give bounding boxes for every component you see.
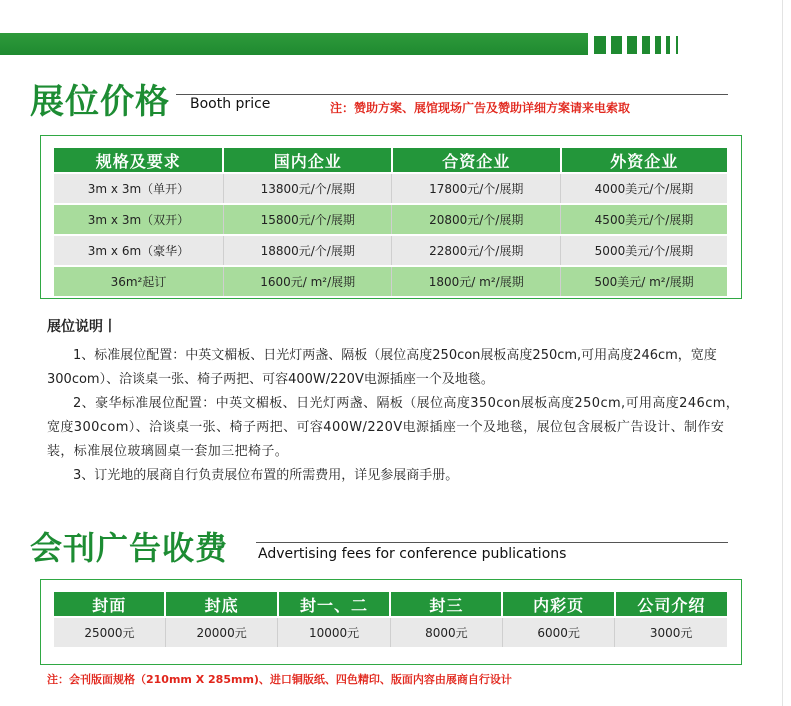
advert-section-title-en: Advertising fees for conference publications <box>258 546 567 562</box>
table-cell: 8000元 <box>390 617 502 647</box>
table-cell: 20000元 <box>165 617 277 647</box>
table-cell: 20800元/个/展期 <box>392 204 561 235</box>
booth-header-cell: 国内企业 <box>223 148 392 173</box>
advert-header-cell: 封底 <box>165 592 277 617</box>
table-cell: 4000美元/个/展期 <box>561 173 728 204</box>
advert-header-cell: 封一、二 <box>278 592 390 617</box>
table-cell: 3m x 3m（双开） <box>54 204 223 235</box>
booth-header-cell: 外资企业 <box>561 148 728 173</box>
advert-header-cell: 公司介绍 <box>615 592 727 617</box>
description-heading: 展位说明丨 <box>47 319 117 335</box>
table-cell: 18800元/个/展期 <box>223 235 392 266</box>
table-cell: 1600元/ m²/展期 <box>223 266 392 296</box>
description-item-1: 1、标准展位配置：中英文楣板、日光灯两盏、隔板（展位高度250con展板高度250cm,可用高度246cm，宽度300com）、洽谈桌一张、椅子两把、可容400W/220V电源插座一个及地毯。 <box>47 348 717 387</box>
table-cell: 15800元/个/展期 <box>223 204 392 235</box>
table-row <box>54 204 727 235</box>
table-cell: 3000元 <box>615 617 727 647</box>
booth-title-rule <box>176 94 728 95</box>
booth-table-header <box>54 148 727 173</box>
advert-table-header <box>54 592 727 617</box>
table-cell: 10000元 <box>278 617 390 647</box>
table-cell: 6000元 <box>502 617 614 647</box>
table-cell: 3m x 3m（单开） <box>54 173 223 204</box>
table-cell: 500美元/ m²/展期 <box>561 266 728 296</box>
booth-header-cell: 规格及要求 <box>54 148 223 173</box>
table-cell: 1800元/ m²/展期 <box>392 266 561 296</box>
right-edge-rule <box>782 0 783 706</box>
table-cell: 5000美元/个/展期 <box>561 235 728 266</box>
table-cell: 13800元/个/展期 <box>223 173 392 204</box>
advert-header-cell: 内彩页 <box>502 592 614 617</box>
booth-price-table <box>54 148 727 296</box>
table-row <box>54 266 727 296</box>
advert-header-cell: 封三 <box>390 592 502 617</box>
booth-section-title-en: Booth price <box>190 96 271 112</box>
booth-header-cell: 合资企业 <box>392 148 561 173</box>
table-cell: 25000元 <box>54 617 165 647</box>
table-cell: 3m x 6m（豪华） <box>54 235 223 266</box>
advert-title-rule <box>256 542 728 543</box>
description-item-3: 3、订光地的展商自行负责展位布置的所需费用，详见参展商手册。 <box>73 468 459 483</box>
top-green-bar <box>0 33 588 55</box>
booth-note: 注：赞助方案、展馆现场广告及赞助详细方案请来电索取 <box>330 101 631 115</box>
advert-header-cell: 封面 <box>54 592 165 617</box>
booth-section-title: 展位价格 <box>30 82 170 122</box>
table-row <box>54 235 727 266</box>
table-cell: 17800元/个/展期 <box>392 173 561 204</box>
advert-footer-note: 注：会刊版面规格（210mm X 285mm)、进口铜版纸、四色精印、版面内容由展商自行设计 <box>47 673 512 686</box>
table-cell: 36m²起订 <box>54 266 223 296</box>
table-cell: 22800元/个/展期 <box>392 235 561 266</box>
table-cell: 4500美元/个/展期 <box>561 204 728 235</box>
table-row <box>54 617 727 647</box>
description-item-2: 2、豪华标准展位配置：中英文楣板、日光灯两盏、隔板（展位高度350con展板高度250cm,可用高度246cm，宽度300com）、洽谈桌一张、椅子两把、可容400W/220V电源插座一个及地毯，展位包含展板广告设计、制作安装，标准展位玻璃圆桌一套加三把椅子。 <box>47 396 740 459</box>
advert-section-title: 会刊广告收费 <box>30 529 229 567</box>
table-row <box>54 173 727 204</box>
advert-price-table <box>54 592 727 647</box>
